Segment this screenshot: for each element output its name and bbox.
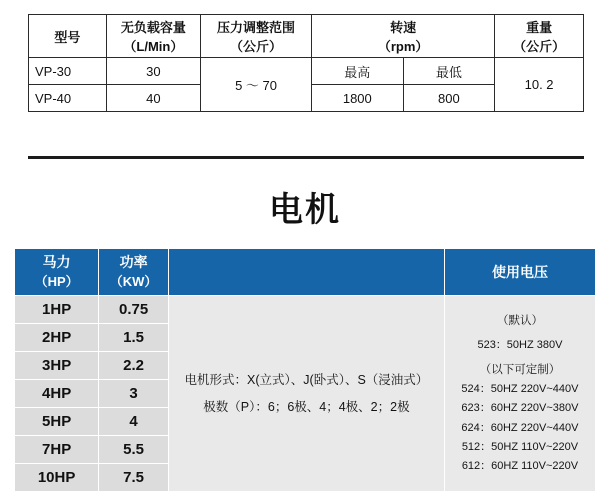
cell-kw: 2.2: [99, 352, 169, 380]
cell-speed-min-label: 最低: [403, 58, 495, 85]
cell-kw: 5.5: [99, 436, 169, 464]
table-row: [15, 296, 596, 324]
motor-header-voltage: 使用电压: [444, 249, 595, 296]
pump-spec-table: [28, 14, 584, 112]
motor-header-hp: 马力 （HP）: [15, 249, 99, 296]
cell-weight: 10. 2: [495, 58, 584, 112]
header-capacity: 无负载容量 （L/Min）: [106, 15, 200, 58]
voltage-custom-line: 623：60HZ 220V~380V: [461, 402, 579, 415]
motor-voltage-cell: [444, 296, 595, 492]
cell-pressure-range: 5 ～ 70: [201, 58, 312, 112]
motor-table-container: [14, 248, 596, 492]
page-title: 电机: [269, 191, 341, 229]
cell-model-vp30: VP-30: [29, 58, 107, 85]
voltage-custom-line: 624：60HZ 220V~440V: [461, 421, 579, 434]
motor-description-line-1: 电机形式：X(立式）、J(卧式）、S（浸油式）: [184, 373, 429, 388]
header-pressure-range: 压力调整范围 （公斤）: [201, 15, 312, 58]
cell-kw: 4: [99, 408, 169, 436]
cell-kw: 0.75: [99, 296, 169, 324]
pump-spec-table-container: [28, 14, 584, 112]
motor-header-blank: [168, 249, 444, 296]
cell-kw: 3: [99, 380, 169, 408]
cell-capacity-vp40: 40: [106, 85, 200, 112]
cell-model-vp40: VP-40: [29, 85, 107, 112]
cell-capacity-vp30: 30: [106, 58, 200, 85]
cell-hp: 7HP: [15, 436, 99, 464]
cell-speed-max-label: 最高: [312, 58, 404, 85]
motor-header-row: [15, 249, 596, 296]
cell-hp: 3HP: [15, 352, 99, 380]
cell-hp: 5HP: [15, 408, 99, 436]
motor-description-line-2: 极数（P）：6；6极、4；4极、2；2极: [203, 399, 410, 414]
cell-speed-max-value: 1800: [312, 85, 404, 112]
header-speed: 转速 （rpm）: [312, 15, 495, 58]
voltage-custom-line: 512：50HZ 110V~220V: [461, 440, 579, 453]
cell-hp: 1HP: [15, 296, 99, 324]
section-divider: [28, 156, 584, 159]
voltage-custom-title: （以下可定制）: [479, 364, 561, 376]
voltage-custom-line: 524：50HZ 220V~440V: [461, 383, 579, 396]
voltage-custom-line: 612：60HZ 110V~220V: [461, 460, 579, 473]
header-weight: 重量 （公斤）: [495, 15, 584, 58]
header-model: 型号: [29, 15, 107, 58]
cell-kw: 1.5: [99, 324, 169, 352]
table-row: [29, 58, 584, 85]
cell-hp: 4HP: [15, 380, 99, 408]
voltage-default-title: （默认）: [496, 314, 543, 327]
voltage-default-line: 523：50HZ 380V: [477, 338, 563, 351]
cell-hp: 10HP: [15, 464, 99, 492]
cell-kw: 7.5: [99, 464, 169, 492]
motor-header-kw: 功率 （KW）: [99, 249, 169, 296]
motor-description-cell: [168, 296, 444, 492]
cell-speed-min-value: 800: [403, 85, 495, 112]
motor-table: [14, 248, 596, 492]
cell-hp: 2HP: [15, 324, 99, 352]
